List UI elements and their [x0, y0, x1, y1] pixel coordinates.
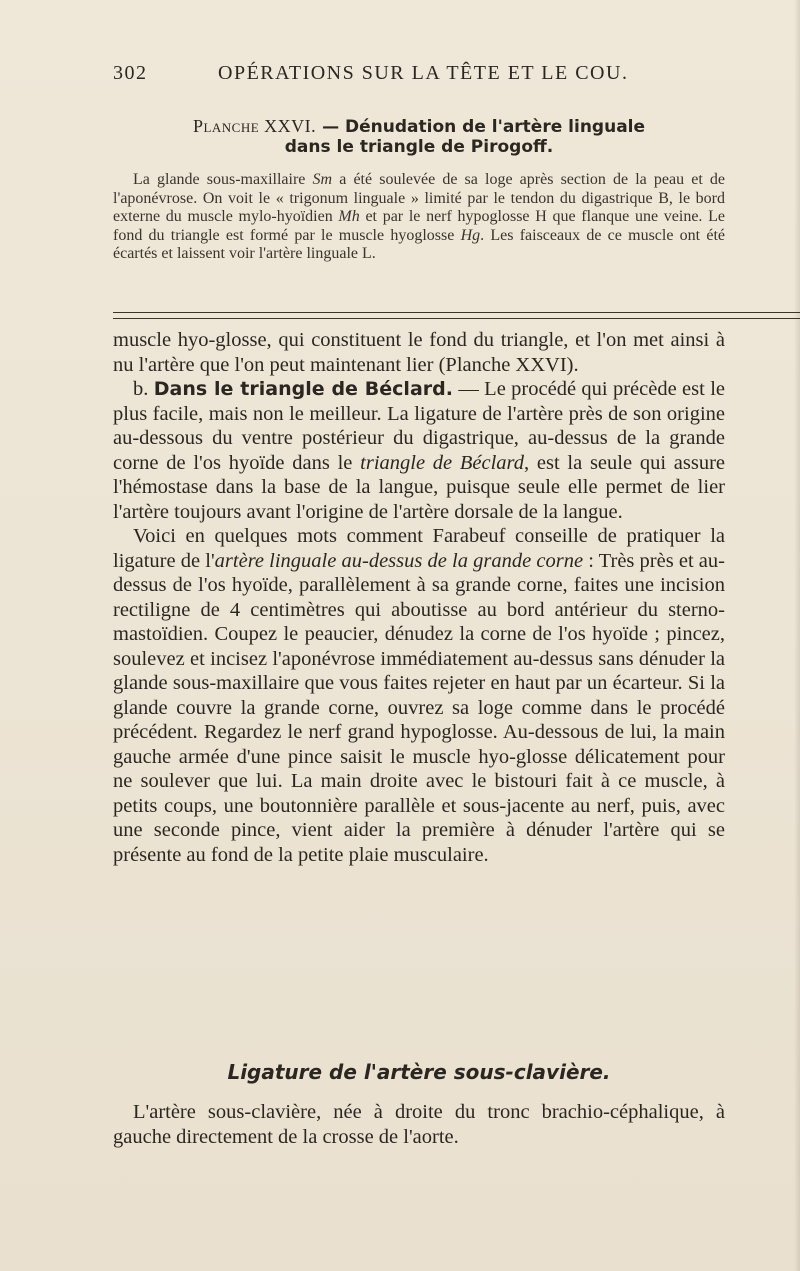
caption-rule-bottom	[113, 318, 800, 319]
plate-title-line2: dans le triangle de Pirogoff.	[284, 137, 554, 157]
plate-caption	[113, 116, 725, 264]
section-title: Ligature de l'artère sous-clavière.	[227, 1060, 611, 1084]
paragraph-1: muscle hyo-glosse, qui constituent le fond du triangle, et l'on met ainsi à nu l'artère que l'on peut maintenant lier (Planche XXVI).	[113, 329, 725, 376]
plate-title-line1: — Dénudation de l'artère linguale	[322, 117, 646, 137]
page-edge	[794, 0, 800, 1271]
plate-label: Planche XXVI.	[192, 116, 317, 136]
paragraph-3: Voici en quelques mots comment Farabeuf conseille de pratiquer la ligature de l'artère linguale au-dessus de la grande corne : Très près et au-dessus de l'os hyoïde, parallèlement à sa grande corne, faites une incision rectiligne de 4 centimètres qui aboutisse au bord antérieur du sterno-mastoïdien. Coupez le peaucier, dénudez la corne de l'os hyoïde ; pincez, soulevez et incisez l'aponévrose immédiatement au-dessus sans dénuder la glande sous-maxillaire que vous faites rejeter en haut par un écarteur. Si la glande couvre la grande corne, ouvrez sa loge comme dans le procédé précédent. Regardez le nerf grand hypoglosse. Au-dessous de lui, la main gauche armée d'une pince saisit le muscle hyo-glosse délicatement pour ne soulever que lui. La main droite avec le bistouri fait à ce muscle, à petits coups, une boutonnière parallèle et sous-jacente au nerf, puis, avec une seconde pince, vient aider la première à dénuder l'artère qui se présente au fond de la petite plaie musculaire.	[113, 525, 725, 866]
paragraph-2: b. Dans le triangle de Béclard. — Le procédé qui précède est le plus facile, mais non le meilleur. La ligature de l'artère près de son origine au-dessous du ventre postérieur du digastrique, au-dessus de la grande corne de l'os hyoïde dans le triangle de Béclard, est la seule qui assure l'hémostase dans la base de la langue, puisque seule elle permet de lier l'artère toujours avant l'origine de l'artère dorsale de la langue.	[113, 378, 725, 523]
caption-rule-top	[113, 312, 800, 313]
main-text	[113, 328, 725, 867]
caption-text: La glande sous-maxillaire Sm a été soulevée de sa loge après section de la peau et de l'aponévrose. On voit le « trigonum linguale » limité par le tendon du digastrique B, le bord externe du muscle mylo-hyoïdien Mh et par le nerf hypoglosse H que flanque une veine. Le fond du triangle est formé par le muscle hyoglosse Hg. Les faisceaux de ce muscle ont été écartés et laissent voir l'artère linguale L.	[113, 171, 726, 262]
running-title: OPÉRATIONS SUR LA TÊTE ET LE COU.	[218, 62, 629, 84]
page-number: 302	[113, 62, 148, 84]
section-paragraph: L'artère sous-clavière, née à droite du tronc brachio-céphalique, à gauche directement de la crosse de l'aorte.	[113, 1101, 725, 1148]
subheading-beclard: Dans le triangle de Béclard.	[153, 378, 453, 400]
plate-title	[113, 116, 725, 157]
